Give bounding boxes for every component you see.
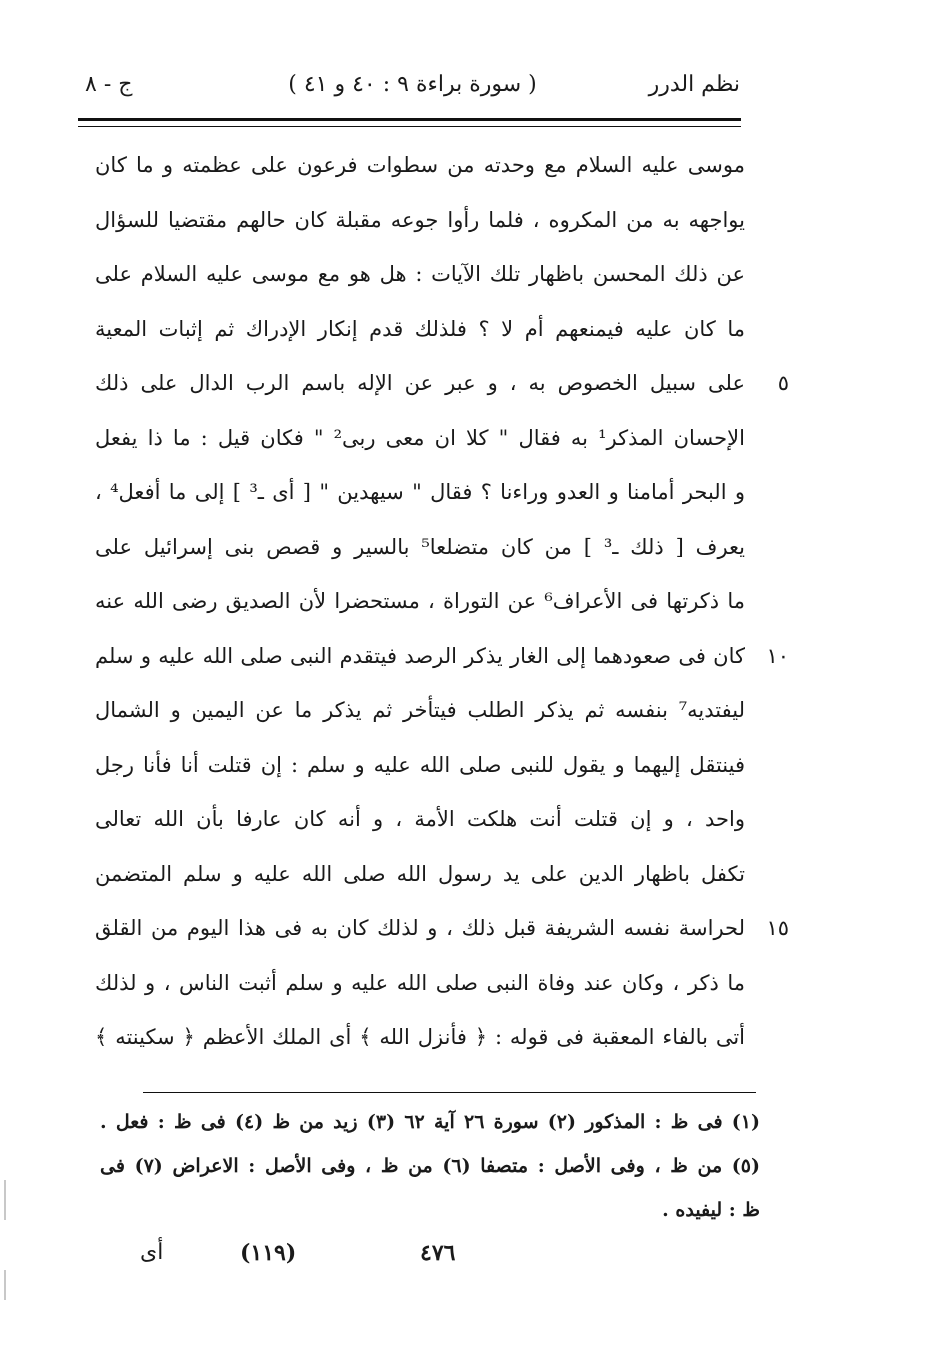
catchword: أى <box>140 1240 164 1265</box>
text-line <box>95 520 745 575</box>
line-number: ١٥ <box>766 916 789 940</box>
text-line <box>95 792 745 847</box>
line-text: موسى عليه السلام مع وحدته من سطوات فرعون على عظمته و ما كان <box>95 153 745 177</box>
text-line <box>95 247 745 302</box>
line-text: الإحسان المذكر¹ به فقال " كلا ان معى ربى² " فكان قيل : ما ذا يفعل <box>95 425 745 450</box>
footnote-line: (١) فى ظ : المذكور (٢) سورة ٢٦ آية ٦٢ (٣) زيد من ظ (٤) فى ظ : فعل . <box>100 1111 761 1133</box>
footnote-line: (٥) من ظ ، وفى الأصل : متصفا (٦) من ظ ، وفى الأصل : الاعراض (٧) فى <box>100 1155 760 1177</box>
footnote-line: ظ : ليفيده . <box>662 1199 760 1221</box>
main-text <box>95 138 789 1065</box>
line-number: ٥ <box>777 371 789 395</box>
scan-edge-mark <box>4 1270 6 1300</box>
text-line <box>95 138 745 193</box>
text-line <box>95 847 745 902</box>
text-line <box>95 1010 745 1065</box>
line-text: ما ذكر ، وكان عند وفاة النبى صلى الله عليه و سلم أثبت الناس ، و لذلك <box>95 970 745 995</box>
page-footer <box>140 1240 460 1280</box>
text-line <box>95 411 745 466</box>
text-line <box>95 302 745 357</box>
text-line <box>95 683 745 738</box>
line-text: كان فى صعودهما إلى الغار يذكر الرصد فيتقدم النبى صلى الله عليه و سلم <box>95 643 745 668</box>
line-text: لحراسة نفسه الشريفة قبل ذلك ، و لذلك كان به فى هذا اليوم من القلق <box>95 916 745 940</box>
line-text: على سبيل الخصوص به ، و عبر عن الإله باسم الرب الدال على ذلك <box>95 371 745 395</box>
text-line <box>95 193 745 248</box>
text-line <box>95 956 745 1011</box>
line-text: فينتقل إليهما و يقول للنبى صلى الله عليه و سلم : إن قتلت أنا فأنا رجل <box>95 752 745 777</box>
line-text: عن ذلك المحسن باظهار تلك الآيات : هل هو مع موسى عليه السلام على <box>95 262 745 286</box>
text-line <box>95 901 789 956</box>
line-text: واحد ، و إن قتلت أنت هلكت الأمة ، و أنه كان عارفا بأن الله تعالى <box>95 807 745 831</box>
surah-reference: ( سورة براءة ٩ : ٤٠ و ٤١ ) <box>288 72 537 97</box>
page-number-parenthesized: (١١٩) <box>240 1240 297 1266</box>
page-number: ٤٧٦ <box>420 1240 456 1266</box>
line-text: يعرف [ ذلك ـ³ ] من كان متضلعا⁵ بالسير و قصص بنى إسرائيل على <box>95 534 746 559</box>
running-header <box>85 72 740 112</box>
line-text: أتى بالفاء المعقبة فى قوله : ﴿ فأنزل الله ﴾ أى الملك الأعظم ﴿ سكينته ﴾ <box>95 1025 745 1049</box>
line-text: ما ذكرتها فى الأعراف⁶ عن التوراة ، مستحضرا لأن الصديق رضى الله عنه <box>95 589 746 613</box>
line-text: و البحر أمامنا و العدو وراءنا ؟ فقال " سيهدين " [ أى ـ³ ] إلى ما أفعل⁴ ، <box>95 480 746 504</box>
text-line <box>95 356 789 411</box>
volume-label: ج - ٨ <box>85 72 133 97</box>
line-number: ١٠ <box>766 643 789 668</box>
footnotes <box>100 1100 760 1232</box>
text-line <box>95 465 745 520</box>
text-line <box>95 574 745 629</box>
text-line <box>95 629 789 684</box>
line-text: ليفتديه⁷ بنفسه ثم يذكر الطلب فيتأخر ثم يذكر ما عن اليمين و الشمال <box>95 698 745 722</box>
line-text: تكفل باظهار الدين على يد رسول الله صلى الله عليه و سلم المتضمن <box>95 861 745 886</box>
line-text: يواجهه به من المكروه ، فلما رأوا جوعه مقبلة كان حالهم مقتضيا للسؤال <box>95 207 745 232</box>
text-line <box>95 738 745 793</box>
scan-edge-mark <box>4 1180 6 1220</box>
footnote-rule <box>143 1092 756 1093</box>
header-rule <box>78 118 741 127</box>
line-text: ما كان عليه فيمنعهم أم لا ؟ فلذلك قدم إنكار الإدراك ثم إثبات المعية <box>95 316 745 341</box>
book-title: نظم الدرر <box>648 72 740 97</box>
